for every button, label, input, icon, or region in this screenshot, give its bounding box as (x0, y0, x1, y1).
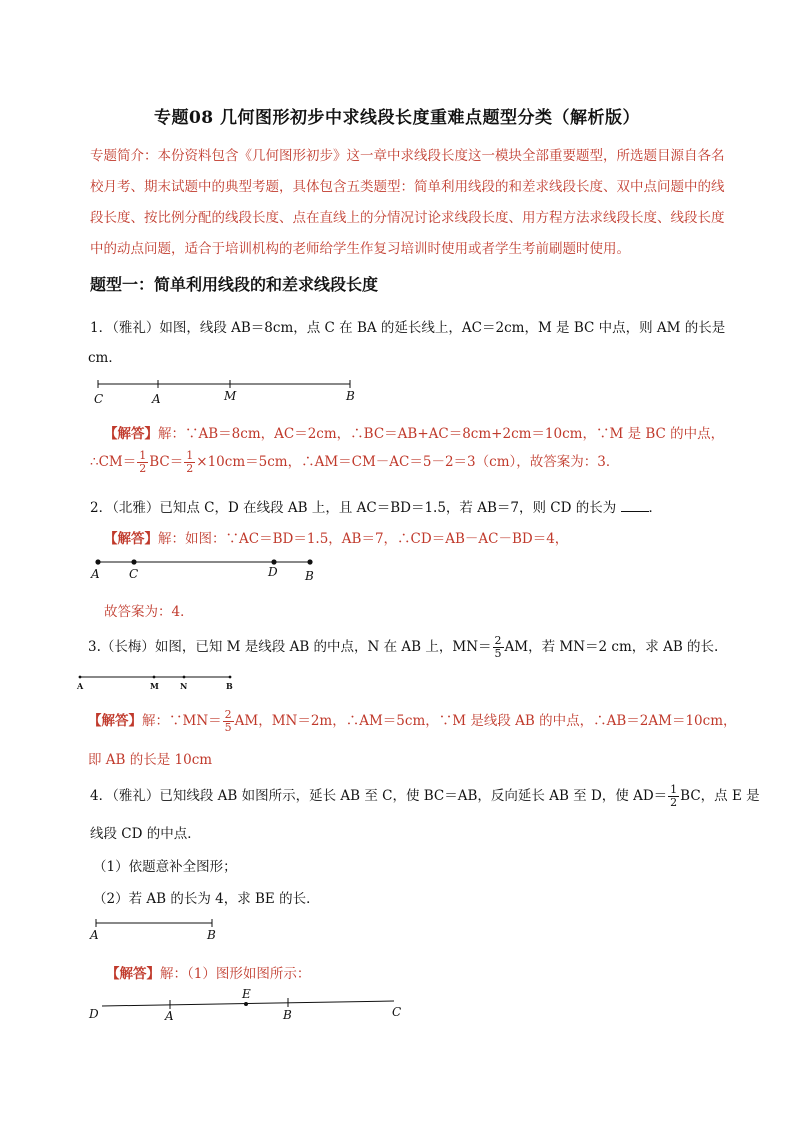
q4-label-a-full: A (165, 1009, 174, 1023)
q2-figure (88, 554, 328, 586)
q1-label-m: M (224, 389, 237, 403)
document-title: 专题08 几何图形初步中求线段长度重难点题型分类（解析版） (153, 108, 641, 128)
answer-tag: 【解答】 (88, 713, 142, 729)
frac-num: 1 (186, 449, 194, 462)
q4-sub-1: （1）依题意补全图形； (93, 859, 237, 875)
q1-figure (88, 372, 368, 408)
q2-label-d: D (268, 565, 278, 579)
q3-text (88, 635, 718, 660)
q2-conclusion: 故答案为：4． (104, 604, 194, 620)
q3-figure (74, 672, 244, 694)
q4-label-a: A (90, 928, 99, 942)
q2-answer (104, 527, 568, 547)
frac-num: 1 (139, 449, 147, 462)
answer-tag: 【解答】 (104, 426, 158, 442)
frac-num: 2 (494, 634, 502, 647)
q4-text (90, 784, 760, 809)
q1-answer-2a: ∴CM＝ (90, 454, 137, 470)
q4-text-b: BC，点 E 是 (680, 788, 760, 804)
q4-answer-1 (106, 962, 310, 982)
q3-answer-2: 即 AB 的长是 10cm (88, 752, 213, 768)
q1-answer-2 (90, 450, 619, 475)
intro-paragraph: 专题简介：本份资料包含《几何图形初步》这一章中求线段长度这一模块全部重要题型，所选题目源自各名校月考、期末试题中的典型考题，具体包含五类题型：简单利用线段的和差求线段长度、双中点问题中的线段长度、按比例分配的线段长度、点在直线上的分情况讨论求线段长度、用方程方法求线段长度、线段长度中的动点问题，适合于培训机构的老师给学生作复习培训时使用或者学生考前刷题时使用。 (90, 148, 725, 257)
q4-label-e: E (242, 987, 251, 1001)
q3-text-b: AM，若 MN＝2 cm，求 AB 的长. (504, 639, 719, 655)
q4-label-c: C (392, 1005, 402, 1019)
q4-text-2: 线段 CD 的中点． (90, 826, 201, 842)
frac-den: 2 (186, 462, 194, 475)
section-heading-1: 题型一：简单利用线段的和差求线段长度 (90, 275, 379, 294)
q4-label-b-full: B (283, 1008, 292, 1022)
frac-den: 2 (670, 796, 678, 809)
answer-blank (621, 499, 649, 512)
q4-figure-ab (88, 916, 228, 944)
q3-label-n: N (180, 681, 188, 691)
q4-sub-2: （2）若 AB 的长为 4，求 BE 的长． (93, 891, 320, 907)
q4-figure-full (86, 984, 416, 1026)
q2-text-body: 2．（北雅）已知点 C，D 在线段 AB 上，且 AC＝BD＝1.5，若 AB＝7，则 CD 的长为 (90, 500, 617, 516)
q3-text-a: 3.（长梅）如图，已知 M 是线段 AB 的中点，N 在 AB 上，MN＝ (88, 639, 492, 655)
q3-fraction (493, 635, 504, 660)
q1-label-a: A (152, 392, 161, 406)
q2-label-b: B (305, 569, 314, 583)
frac-den: 5 (494, 647, 502, 660)
q1-fraction-1 (137, 450, 148, 475)
q2-label-c: C (129, 567, 139, 581)
q1-answer-1-text: 解：∵AB＝8cm，AC＝2cm，∴BC＝AB+AC＝8cm+2cm＝10cm，∵M 是 BC 的中点， (158, 426, 725, 442)
q1-text: 1．（雅礼）如图，线段 AB＝8cm，点 C 在 BA 的延长线上，AC＝2cm，M 是 BC 中点，则 AM 的长是 (90, 320, 726, 336)
q1-label-b: B (346, 389, 355, 403)
q1-fraction-2 (184, 450, 195, 475)
frac-den: 5 (224, 721, 232, 734)
q3-label-a: A (77, 681, 84, 691)
q3-answer (88, 709, 737, 734)
q1-answer-2c: ×10cm＝5cm，∴AM＝CM－AC＝5－2＝3（cm），故答案为：3． (196, 454, 620, 470)
q4-text-a: 4．（雅礼）已知线段 AB 如图所示，延长 AB 至 C，使 BC＝AB，反向延长 AB 至 D，使 AD＝ (90, 788, 668, 804)
q3-answer-fraction (223, 709, 234, 734)
q1-text-unit: cm． (88, 350, 122, 366)
frac-num: 1 (670, 783, 678, 796)
q3-answer-a: 解：∵MN＝ (142, 713, 222, 729)
q3-label-m: M (150, 681, 159, 691)
q4-label-d: D (89, 1007, 99, 1021)
q2-answer-text: 解：如图：∵AC＝BD＝1.5，AB＝7，∴CD＝AB－AC－BD＝4， (158, 531, 569, 547)
q4-label-b: B (207, 928, 216, 942)
answer-tag: 【解答】 (106, 966, 160, 982)
q2-label-a: A (91, 567, 100, 581)
frac-num: 2 (224, 708, 232, 721)
q4-answer-1-text: 解：（1）图形如图所示： (160, 966, 311, 982)
q3-label-b: B (226, 681, 233, 691)
q3-answer-b: AM，MN＝2m，∴AM＝5cm，∵M 是线段 AB 的中点，∴AB＝2AM＝10cm， (234, 713, 737, 729)
q1-answer-1 (104, 422, 724, 442)
q1-answer-2b: BC＝ (149, 454, 184, 470)
frac-den: 2 (139, 462, 147, 475)
q2-text: 2．（北雅）已知点 C，D 在线段 AB 上，且 AC＝BD＝1.5，若 AB＝7，则 CD 的长为 ． (90, 500, 662, 516)
q4-fraction (668, 784, 679, 809)
q1-label-c: C (94, 392, 104, 406)
answer-tag: 【解答】 (104, 531, 158, 547)
